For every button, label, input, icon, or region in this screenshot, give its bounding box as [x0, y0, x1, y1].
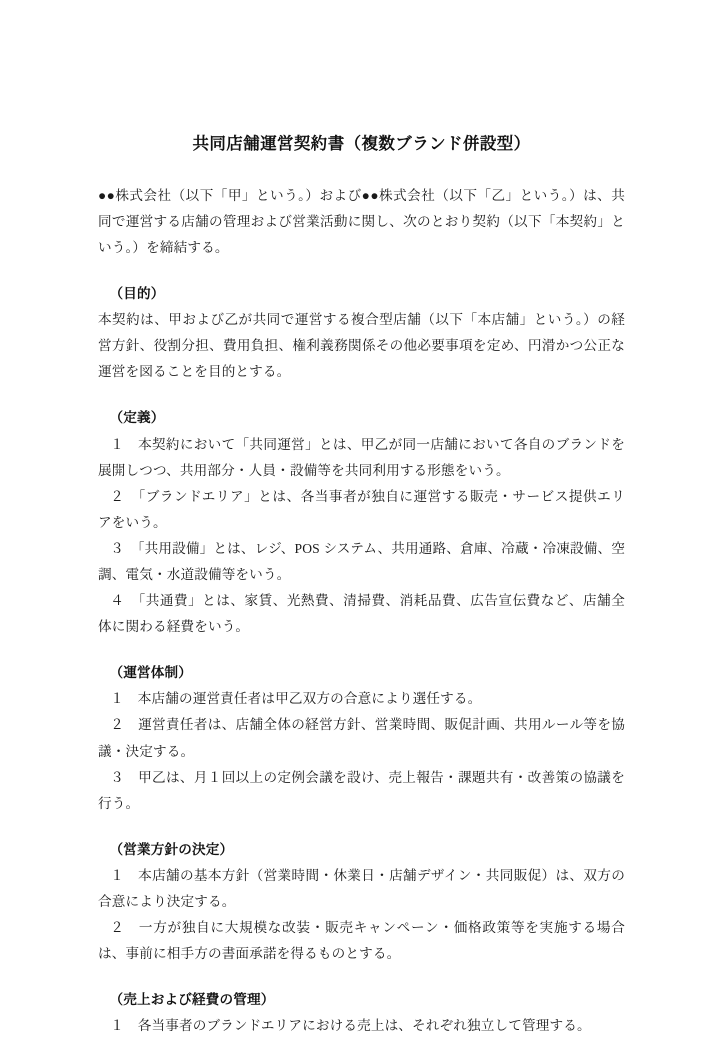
management-structure-list	[98, 686, 625, 816]
section-heading-business-policy: （営業方針の決定）	[109, 841, 234, 857]
list-item: １ 本店舗の運営責任者は甲乙双方の合意により選任する。	[110, 691, 482, 707]
list-item: ２ 運営責任者は、店舗全体の経営方針、営業時間、販促計画、共用ルール等を協議・決定する。	[98, 717, 625, 759]
section-heading-sales-expense-management: （売上および経費の管理）	[109, 992, 275, 1008]
section-heading-definitions: （定義）	[109, 410, 165, 426]
list-item: ２ 一方が独自に大規模な改装・販売キャンペーン・価格政策等を実施する場合は、事前に相手方の書面承諾を得るものとする。	[98, 920, 625, 962]
business-policy-list	[98, 863, 625, 967]
section-sales-expense-management	[98, 987, 625, 1039]
list-item: ３ 甲乙は、月１回以上の定例会議を設け、売上報告・課題共有・改善策の協議を行う。	[98, 769, 625, 811]
page-title: 共同店舗運営契約書（複数ブランド併設型）	[192, 134, 531, 153]
preamble-paragraph: ●●株式会社（以下「甲」という。）および●●株式会社（以下「乙」という。）は、共同で運営する店舗の管理および営業活動に関し、次のとおり契約（以下「本契約」という。）を締結する。	[98, 187, 625, 255]
list-item: ４ 「共通費」とは、家賃、光熱費、清掃費、消耗品費、広告宣伝費など、店舗全体に関わる経費をいう。	[98, 593, 625, 635]
definitions-list	[98, 432, 625, 641]
list-item: １ 本契約において「共同運営」とは、甲乙が同一店舗において各自のブランドを展開しつつ、共用部分・人員・設備等を共同利用する形態をいう。	[98, 436, 625, 478]
list-item: ２ 「ブランドエリア」とは、各当事者が独自に運営する販売・サービス提供エリアをいう。	[98, 488, 625, 530]
section-purpose	[98, 281, 625, 385]
section-business-policy	[98, 837, 625, 967]
preamble-block	[98, 183, 625, 261]
section-management-structure	[98, 660, 625, 817]
section-definitions	[98, 405, 625, 640]
section-body-purpose: 本契約は、甲および乙が共同で運営する複合型店舗（以下「本店舗」という。）の経営方針、役割分担、費用負担、権利義務関係その他必要事項を定め、円滑かつ公正な運営を図ることを目的とする。	[98, 312, 625, 380]
list-item: １ 各当事者のブランドエリアにおける売上は、それぞれ独立して管理する。	[110, 1018, 591, 1034]
list-item: １ 本店舗の基本方針（営業時間・休業日・店舗デザイン・共同販促）は、双方の合意により決定する。	[98, 867, 625, 909]
list-item: ３ 「共用設備」とは、レジ、POS システム、共用通路、倉庫、冷蔵・冷凍設備、空調、電気・水道設備等をいう。	[98, 540, 625, 582]
section-heading-management-structure: （運営体制）	[109, 665, 193, 681]
section-heading-purpose: （目的）	[109, 286, 165, 302]
document-body	[98, 132, 625, 1059]
sales-expense-management-list	[98, 1013, 625, 1039]
